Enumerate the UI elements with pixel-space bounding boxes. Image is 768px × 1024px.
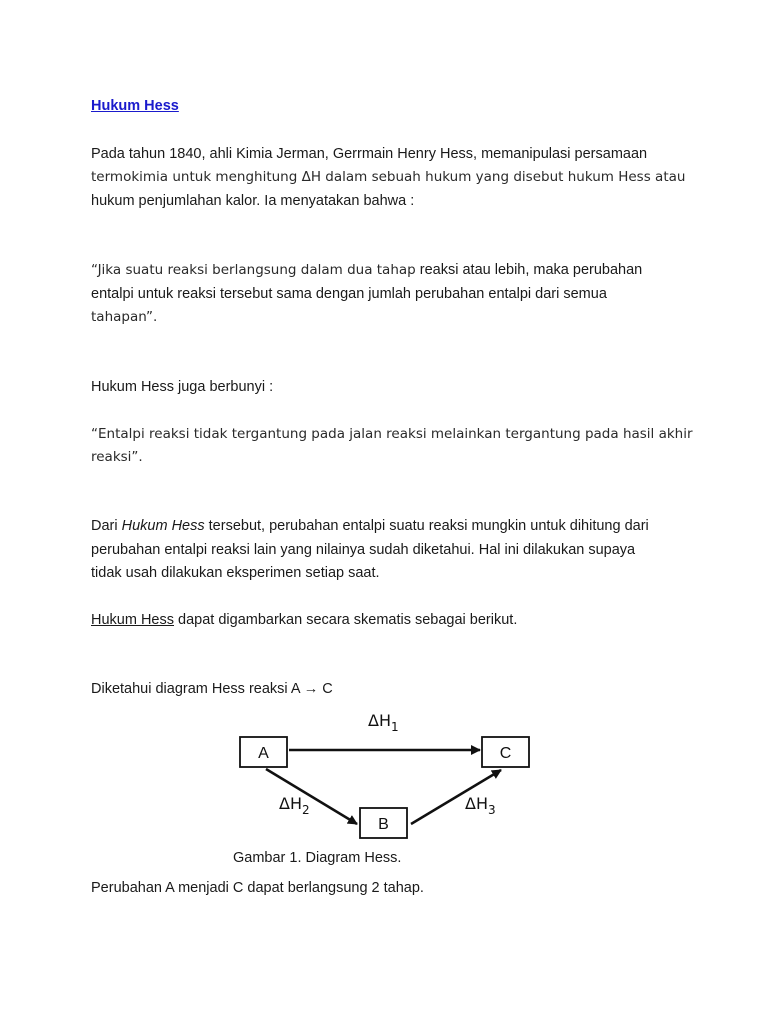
node-a-label: A (258, 745, 269, 762)
paragraph2-line1-rest: tersebut, perubahan entalpi suatu reaksi mungkin untuk dihitung dari (204, 518, 649, 534)
quote2-line1: “Entalpi reaksi tidak tergantung pada jalan reaksi melainkan tergantung pada hasil akhir (91, 426, 693, 442)
paragraph2-line1 (91, 516, 649, 536)
title-link[interactable]: Hukum Hess (91, 98, 179, 114)
quote1-line1 (91, 260, 642, 280)
schema-line (91, 610, 517, 630)
node-b-label: B (378, 816, 389, 833)
paragraph1-line3: hukum penjumlahan kalor. Ia menyatakan bahwa : (91, 193, 415, 209)
paragraph2-line2: perubahan entalpi reaksi lain yang nilainya sudah diketahui. Hal ini dilakukan supaya (91, 542, 636, 558)
quote1-line1-a: “Jika suatu reaksi berlangsung dalam dua tahap (91, 262, 416, 278)
also-called-text: Hukum Hess juga berbunyi : (91, 379, 274, 395)
quote1-line1-b: reaksi atau lebih, maka perubahan (415, 262, 643, 278)
conclusion-text: Perubahan A menjadi C dapat berlangsung 2 tahap. (91, 880, 424, 896)
paragraph2-line3: tidak usah dilakukan eksperimen setiap saat. (91, 565, 380, 581)
quote2-line2: reaksi”. (91, 449, 143, 465)
delta-h2-label: $\Delta H_2$ (279, 794, 310, 817)
paragraph2-pre: Dari (91, 518, 122, 534)
quote1-line2: entalpi untuk reaksi tersebut sama dengan jumlah perubahan entalpi dari semua (91, 286, 607, 302)
node-c (482, 737, 529, 767)
node-a (240, 737, 287, 767)
hess-diagram (200, 700, 560, 845)
node-b (360, 808, 407, 838)
paragraph2-italic: Hukum Hess (121, 518, 205, 534)
diagram-intro: Diketahui diagram Hess reaksi A → C (91, 681, 333, 697)
quote1-line3: tahapan”. (91, 309, 158, 325)
schema-rest: dapat digambarkan secara skematis sebagai berikut. (174, 612, 518, 628)
schema-link[interactable]: Hukum Hess (91, 612, 174, 628)
delta-h3-label: $\Delta H_3$ (465, 794, 496, 817)
delta-h1-label: $\Delta H_1$ (368, 711, 399, 734)
node-c-label: C (499, 745, 512, 762)
paragraph1-line2: termokimia untuk menghitung ΔH dalam sebuah hukum yang disebut hukum Hess atau (91, 169, 686, 185)
paragraph1-line1: Pada tahun 1840, ahli Kimia Jerman, Gerrmain Henry Hess, memanipulasi persamaan (91, 146, 648, 162)
figure-caption: Gambar 1. Diagram Hess. (233, 850, 402, 866)
